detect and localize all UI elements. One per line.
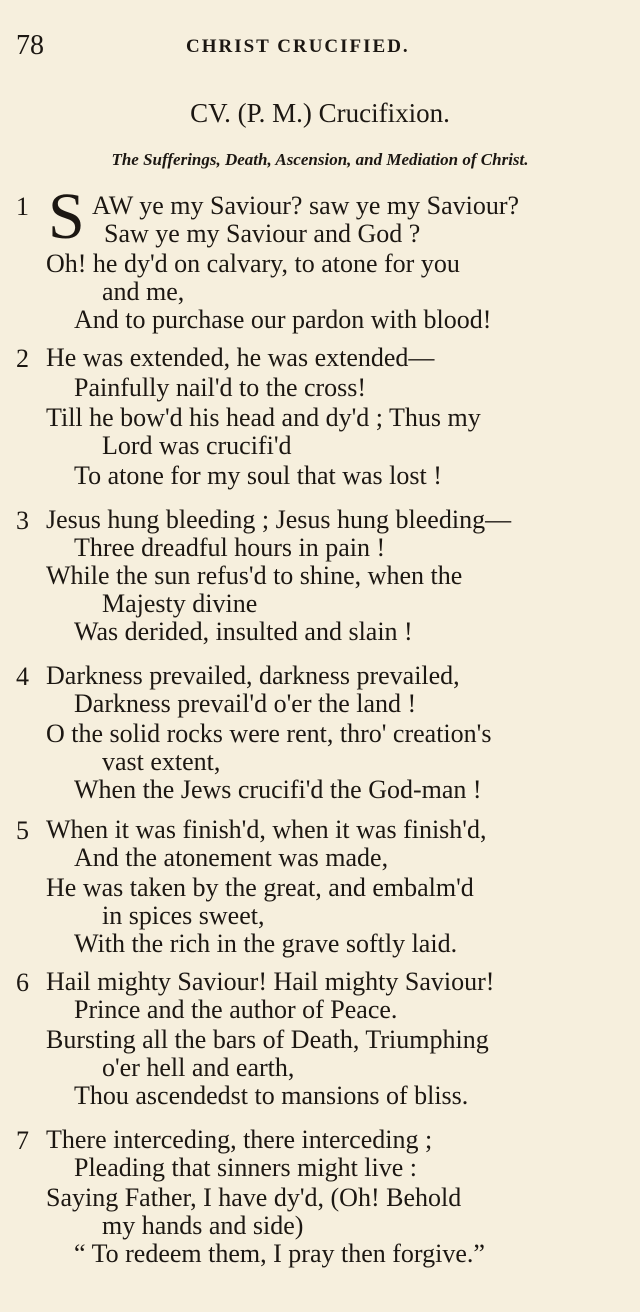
verse-line: Thou ascendedst to mansions of bliss. (74, 1081, 469, 1110)
page-number: 78 (16, 30, 44, 61)
verse-line: in spices sweet, (102, 901, 265, 930)
verse-line: and me, (102, 277, 185, 306)
verse-line: o'er hell and earth, (102, 1053, 295, 1082)
verse-line: Three dreadful hours in pain ! (74, 533, 386, 562)
running-title: CHRIST CRUCIFIED. (186, 36, 410, 57)
verse-line: O the solid rocks were rent, thro' creation's (46, 719, 492, 748)
verse-line: Saw ye my Saviour and God ? (104, 219, 421, 248)
verse-line: Lord was crucifi'd (102, 431, 292, 460)
verse-number: 2 (16, 344, 29, 373)
verse-line: And to purchase our pardon with blood! (74, 305, 492, 334)
verse-line: There interceding, there interceding ; (46, 1125, 433, 1154)
verse-line: He was taken by the great, and embalm'd (46, 873, 474, 902)
verse-line: Pleading that sinners might live : (74, 1153, 418, 1182)
verse-line: vast extent, (102, 747, 221, 776)
verse-line: When the Jews crucifi'd the God-man ! (74, 775, 482, 804)
verse-line: To atone for my soul that was lost ! (74, 461, 442, 490)
verse-line: And the atonement was made, (74, 843, 389, 872)
verse-line: Bursting all the bars of Death, Triumphing (46, 1025, 489, 1054)
drop-cap: S (48, 180, 85, 253)
verse-line: my hands and side) (102, 1211, 304, 1240)
hymn-subtitle: The Sufferings, Death, Ascension, and Mediation of Christ. (111, 150, 529, 169)
hymn-heading: CV. (P. M.) Crucifixion. (190, 98, 450, 128)
verse-line: Was derided, insulted and slain ! (74, 617, 413, 646)
verse-number: 5 (16, 816, 29, 845)
verse-line: Jesus hung bleeding ; Jesus hung bleeding— (46, 505, 512, 534)
verse-line: AW ye my Saviour? saw ye my Saviour? (92, 191, 520, 220)
verse-line: He was extended, he was extended— (46, 343, 435, 372)
verse-number: 3 (16, 506, 29, 535)
running-head (16, 30, 624, 66)
verse-number: 7 (16, 1126, 29, 1155)
verse-line: Oh! he dy'd on calvary, to atone for you (46, 249, 460, 278)
verse-line: Hail mighty Saviour! Hail mighty Saviour! (46, 967, 495, 996)
verse-line: With the rich in the grave softly laid. (74, 929, 458, 958)
verse-line: Prince and the author of Peace. (74, 995, 398, 1024)
verse-line: Darkness prevail'd o'er the land ! (74, 689, 417, 718)
verse-line: Till he bow'd his head and dy'd ; Thus my (46, 403, 481, 432)
verse-line: Majesty divine (102, 589, 258, 618)
verse-line: While the sun refus'd to shine, when the (46, 561, 463, 590)
verse-line: “ To redeem them, I pray then forgive.” (74, 1239, 485, 1268)
verse-line: When it was finish'd, when it was finish'd, (46, 815, 487, 844)
verse-line: Saying Father, I have dy'd, (Oh! Behold (46, 1183, 462, 1212)
verse-line: Painfully nail'd to the cross! (74, 373, 367, 402)
verse-number: 6 (16, 968, 29, 997)
verse-line: Darkness prevailed, darkness prevailed, (46, 661, 460, 690)
verse-number: 1 (16, 192, 29, 221)
verse-number: 4 (16, 662, 29, 691)
